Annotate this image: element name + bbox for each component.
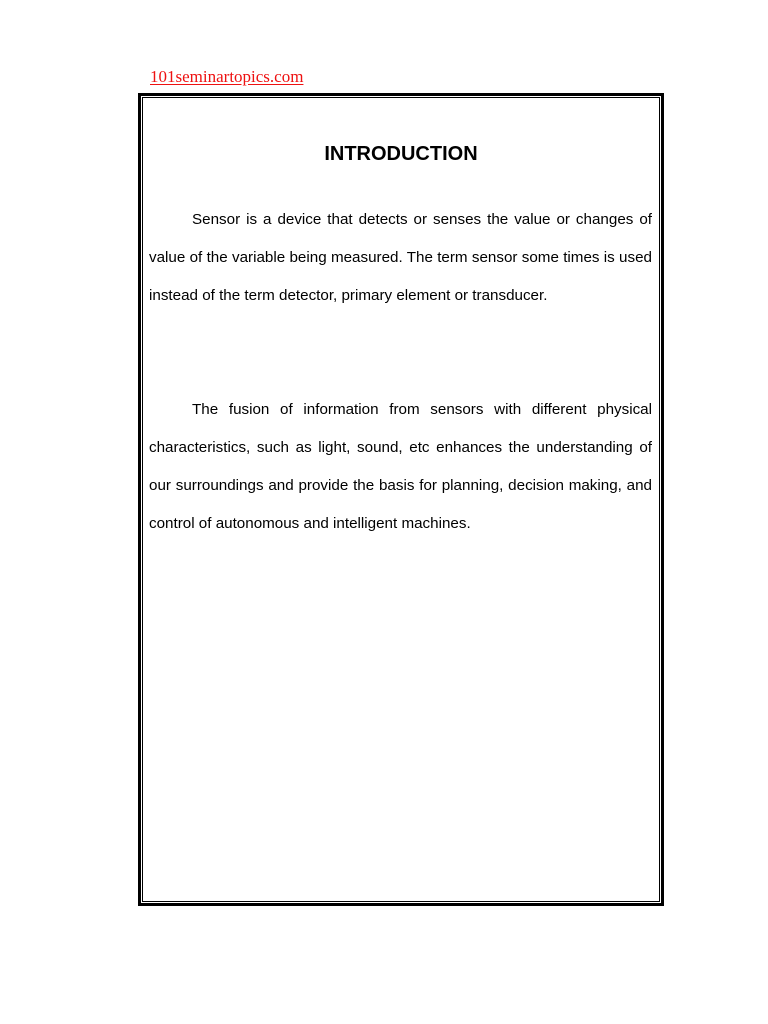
paragraph-sensor-definition: Sensor is a device that detects or senses the value or changes of value of the variable being measured. The term sensor some times is used instead of the term detector, primary element or transducer. xyxy=(149,211,652,304)
page-title: INTRODUCTION xyxy=(324,143,478,165)
paragraph-sensor-fusion: The fusion of information from sensors with different physical characteristics, such as light, sound, etc enhances the understanding of our surroundings and provide the basis for planning, decision making, and control of autonomous and intelligent machines. xyxy=(149,401,652,532)
site-link[interactable]: 101seminartopics.com xyxy=(150,67,304,86)
